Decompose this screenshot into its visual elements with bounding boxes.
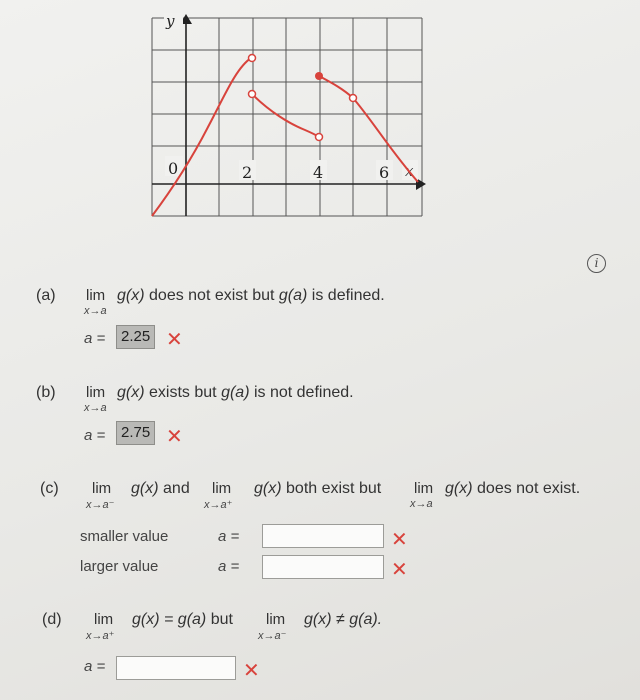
part-b-ga: g(a) [221, 384, 250, 401]
part-d-a-label: a = [84, 658, 106, 675]
part-a-lim: lim [86, 287, 106, 304]
part-a-text: does not exist but [149, 287, 275, 304]
part-d-lim2-sub: x→a⁻ [258, 630, 287, 642]
part-c-lim3: lim [414, 480, 434, 497]
open-point-upper [249, 55, 256, 62]
grid [152, 18, 422, 216]
part-d-lim1-sub: x→a⁺ [86, 630, 115, 642]
part-c-smaller-a-label: a = [218, 528, 240, 545]
part-c-smaller-input[interactable] [262, 524, 384, 548]
filled-point-at-4 [315, 72, 323, 80]
open-point-right [350, 95, 357, 102]
part-d-expr2: g(x) ≠ g(a). [304, 611, 383, 628]
info-icon[interactable]: i [587, 254, 606, 273]
part-d-lim2: lim [266, 611, 286, 628]
tick-label-4: 4 [313, 163, 324, 182]
part-c-gx1: g(x) [131, 480, 159, 497]
part-c-and: and [163, 480, 190, 497]
part-a-answer[interactable]: 2.25 [116, 325, 155, 349]
open-point-lower [249, 91, 256, 98]
part-d-letter: (d) [42, 611, 62, 628]
part-c-larger-input[interactable] [262, 555, 384, 579]
part-b-a-label: a = [84, 427, 106, 444]
part-c-mid: both exist but [286, 480, 382, 497]
part-c-larger-a-label: a = [218, 558, 240, 575]
part-c-larger-label: larger value [80, 558, 159, 575]
tick-label-6: 6 [379, 163, 390, 182]
part-c-smaller-incorrect-icon: ✕ [391, 529, 408, 551]
part-c-larger-incorrect-icon: ✕ [391, 559, 408, 581]
part-b-answer[interactable]: 2.75 [116, 421, 155, 445]
part-a-lim-sub: x→a [84, 305, 107, 317]
part-b-text: exists but [149, 384, 217, 401]
part-b-letter: (b) [36, 384, 56, 401]
part-c-lim1: lim [92, 480, 112, 497]
tick-label-2: 2 [242, 163, 253, 182]
tick-label-0: 0 [168, 159, 179, 178]
part-c-lim3-sub: x→a [410, 498, 433, 510]
part-c-lim2: lim [212, 480, 232, 497]
part-b-incorrect-icon: ✕ [166, 426, 183, 448]
part-a-gx: g(x) [117, 287, 145, 304]
part-b-lim-sub: x→a [84, 402, 107, 414]
part-a-incorrect-icon: ✕ [166, 329, 183, 351]
part-d-incorrect-icon: ✕ [243, 660, 260, 682]
part-d-input[interactable] [116, 656, 236, 680]
x-axis-label: x [405, 162, 414, 180]
part-b-gx: g(x) [117, 384, 145, 401]
part-d-lim1: lim [94, 611, 114, 628]
function-graph [150, 12, 430, 224]
part-b-text2: is not defined. [253, 384, 354, 401]
part-d-expr1: g(x) = g(a) [132, 611, 207, 628]
part-a-letter: (a) [36, 287, 56, 304]
part-c-letter: (c) [40, 480, 59, 497]
part-a-ga: g(a) [278, 287, 308, 304]
part-c-gx3: g(x) [445, 480, 473, 497]
part-c-lim1-sub: x→a⁻ [86, 499, 115, 511]
open-point-at-4 [316, 134, 323, 141]
part-c-gx2: g(x) [254, 480, 282, 497]
part-b-lim: lim [86, 384, 106, 401]
y-axis-label: y [166, 12, 175, 30]
part-c-end: does not exist. [477, 480, 581, 497]
part-c-lim2-sub: x→a⁺ [204, 499, 233, 511]
part-a-text2: is defined. [311, 287, 385, 304]
part-d-but: but [210, 611, 233, 628]
part-c-smaller-label: smaller value [80, 528, 169, 545]
part-a-a-label: a = [84, 330, 106, 347]
